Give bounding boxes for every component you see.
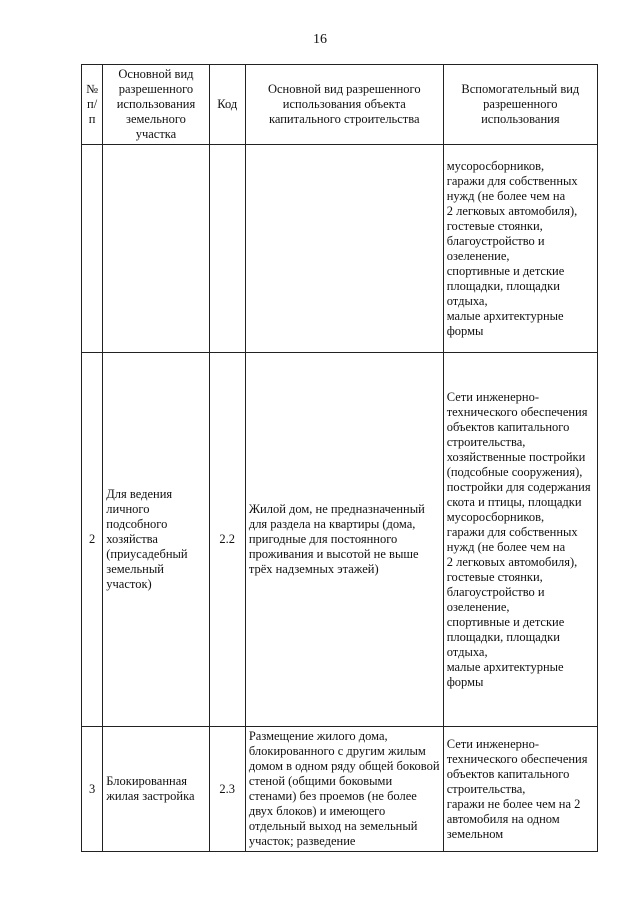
row-auxiliary-use: Сети инженерно-технического обеспечения объектов капитального строительства, хозяйственные постройки (подсобные сооружения), постройки для содержания скота и птицы, площадки мусоросборников, гаражи для собственных нужд (не более чем на 2 легковых автомобиля), гостевые стоянки, благоустройство и озеленение, спортивные и детские площадки, площадки отдыха, малые архитектурные формы <box>443 353 597 727</box>
table-row <box>82 727 598 852</box>
page-number: 16 <box>313 32 327 47</box>
row-num <box>82 145 103 353</box>
header-num: № п/п <box>82 65 103 145</box>
table-header-row <box>82 65 598 145</box>
header-building-use: Основной вид разрешенного использования объекта капитального строительства <box>245 65 443 145</box>
row-num: 3 <box>82 727 103 852</box>
row-code: 2.2 <box>209 353 245 727</box>
row-auxiliary-use: Сети инженерно-технического обеспечения объектов капитального строительства, гаражи не более чем на 2 автомобиля на одном земельном <box>443 727 597 852</box>
row-building-use <box>245 145 443 353</box>
row-building-use: Жилой дом, не предназначенный для раздела на квартиры (дома, пригодные для постоянного проживания и высотой не выше трёх надземных этажей) <box>245 353 443 727</box>
row-num: 2 <box>82 353 103 727</box>
table-row <box>82 145 598 353</box>
row-code <box>209 145 245 353</box>
land-use-table <box>81 64 598 852</box>
row-auxiliary-use: мусоросборников, гаражи для собственных нужд (не более чем на 2 легковых автомобиля), гостевые стоянки, благоустройство и озеленение, спортивные и детские площадки, площадки отдыха, малые архитектурные формы <box>443 145 597 353</box>
row-building-use: Размещение жилого дома, блокированного с другим жилым домом в одном ряду общей боковой стеной (общими боковыми стенами) без проемов (не более двух блоков) и имеющего отдельный выход на земельный участок; разведение <box>245 727 443 852</box>
row-code: 2.3 <box>209 727 245 852</box>
row-land-use: Для ведения личного подсобного хозяйства (приусадебный земельный участок) <box>103 353 209 727</box>
row-land-use <box>103 145 209 353</box>
header-code: Код <box>209 65 245 145</box>
header-auxiliary-use: Вспомогательный вид разрешенного использования <box>443 65 597 145</box>
table-row <box>82 353 598 727</box>
header-land-use: Основной вид разрешенного использования земельного участка <box>103 65 209 145</box>
row-land-use: Блокированная жилая застройка <box>103 727 209 852</box>
